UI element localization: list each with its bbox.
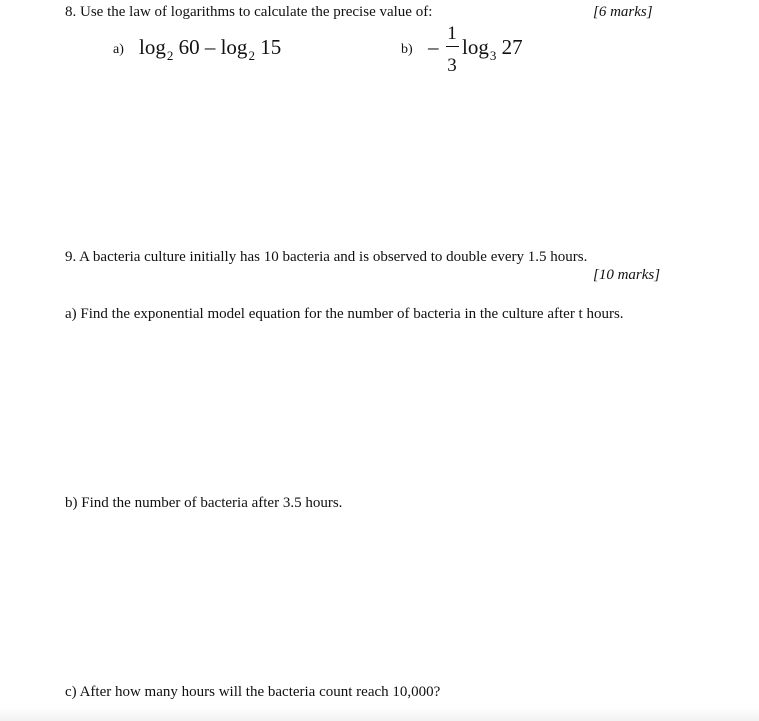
- log-base: 3: [489, 48, 497, 63]
- page-bottom-edge: [0, 707, 759, 721]
- question-9b-text: b) Find the number of bacteria after 3.5 hours.: [65, 495, 343, 511]
- fraction-denominator: 3: [447, 55, 457, 76]
- question-9a-text: a) Find the exponential model equation for the number of bacteria in the culture after t hours.: [65, 306, 624, 322]
- question-9c-text: c) After how many hours will the bacteria count reach 10,000?: [65, 684, 441, 700]
- log-argument: 15: [260, 35, 282, 59]
- question-8-marks: [6 marks]: [593, 4, 653, 20]
- log-text: log: [462, 35, 489, 59]
- question-8a-label: a): [113, 42, 124, 57]
- log-text: log: [220, 35, 248, 59]
- log-argument: 27: [501, 35, 523, 59]
- question-9-marks: [10 marks]: [593, 267, 661, 283]
- question-8b-label: b): [401, 42, 413, 57]
- question-8-text: 8. Use the law of logarithms to calculate the precise value of:: [65, 4, 433, 20]
- fraction-bar: [446, 46, 459, 47]
- fraction-numerator: 1: [447, 23, 457, 44]
- log-argument: 60: [178, 35, 200, 59]
- log-text: log: [139, 35, 166, 59]
- question-8a-expression: [139, 35, 281, 62]
- log-base: 2: [166, 48, 174, 63]
- log-base: 2: [248, 48, 255, 63]
- question-8b-expression: [462, 35, 523, 62]
- question-8b-sign: –: [428, 35, 439, 59]
- question-9-text: 9. A bacteria culture initially has 10 bacteria and is observed to double every 1.5 hours.: [65, 249, 588, 265]
- minus-operator: –: [204, 35, 216, 59]
